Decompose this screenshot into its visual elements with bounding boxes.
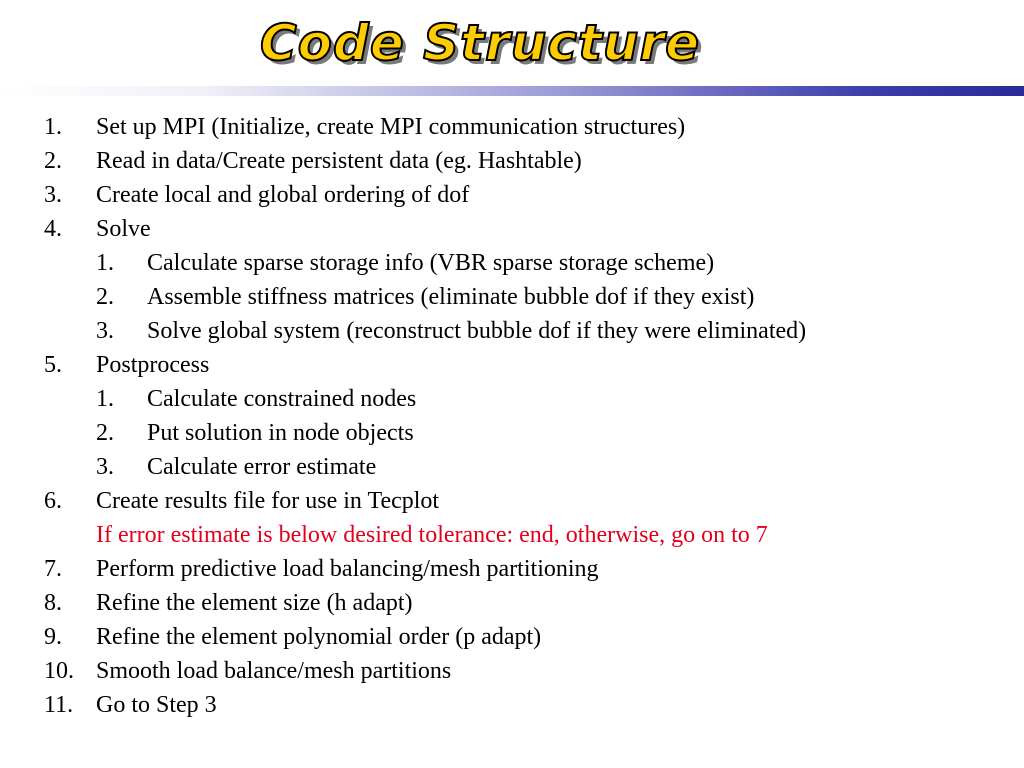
sub-list-item [44, 416, 1004, 450]
item-number: 1. [44, 114, 62, 140]
item-text: Refine the element size (h adapt) [96, 590, 413, 616]
item-number: 3. [96, 454, 114, 480]
item-text: Perform predictive load balancing/mesh partitioning [96, 556, 599, 582]
item-text: Postprocess [96, 352, 210, 378]
item-number: 1. [96, 250, 114, 276]
list-item [44, 620, 1004, 654]
item-number: 5. [44, 352, 62, 378]
list-item [44, 110, 1004, 144]
item-text: Solve global system (reconstruct bubble dof if they were eliminated) [147, 318, 807, 344]
item-text: Put solution in node objects [147, 420, 414, 446]
list-item [44, 654, 1004, 688]
sub-list-item [44, 382, 1004, 416]
item-text: Assemble stiffness matrices (eliminate bubble dof if they exist) [147, 284, 755, 310]
slide-title: Code Structure [259, 14, 701, 72]
list-item [44, 178, 1004, 212]
item-text: Calculate constrained nodes [147, 386, 417, 412]
list-item [44, 212, 1004, 246]
list-item [44, 688, 1004, 722]
item-number: 1. [96, 386, 114, 412]
list-item [44, 586, 1004, 620]
item-number: 9. [44, 624, 62, 650]
item-number: 2. [44, 148, 62, 174]
list-item [44, 552, 1004, 586]
item-text: Create results file for use in Tecplot [96, 488, 440, 514]
item-number: 8. [44, 590, 62, 616]
tolerance-note [44, 518, 1004, 552]
item-number: 6. [44, 488, 62, 514]
note-text: If error estimate is below desired tolerance: end, otherwise, go on to 7 [96, 522, 768, 548]
sub-list-item [44, 280, 1004, 314]
item-text: Smooth load balance/mesh partitions [96, 658, 452, 684]
item-number: 4. [44, 216, 62, 242]
item-text: Go to Step 3 [96, 692, 217, 718]
sub-list-item [44, 314, 1004, 348]
list-item [44, 144, 1004, 178]
item-text: Calculate sparse storage info (VBR sparse storage scheme) [147, 250, 715, 276]
sub-list-item [44, 450, 1004, 484]
item-number: 2. [96, 420, 114, 446]
item-number: 10. [44, 658, 74, 684]
item-text: Refine the element polynomial order (p adapt) [96, 624, 542, 650]
sub-list-item [44, 246, 1004, 280]
item-number: 2. [96, 284, 114, 310]
list-item [44, 348, 1004, 382]
step-list [44, 110, 1004, 722]
item-number: 3. [44, 182, 62, 208]
item-text: Set up MPI (Initialize, create MPI communication structures) [96, 114, 686, 140]
list-item [44, 484, 1004, 518]
item-text: Create local and global ordering of dof [96, 182, 470, 208]
item-number: 11. [44, 692, 74, 718]
item-text: Calculate error estimate [147, 454, 377, 480]
item-text: Solve [96, 216, 151, 242]
item-number: 7. [44, 556, 62, 582]
title-gradient-bar [0, 86, 1024, 96]
item-text: Read in data/Create persistent data (eg. Hashtable) [96, 148, 582, 174]
item-number: 3. [96, 318, 114, 344]
